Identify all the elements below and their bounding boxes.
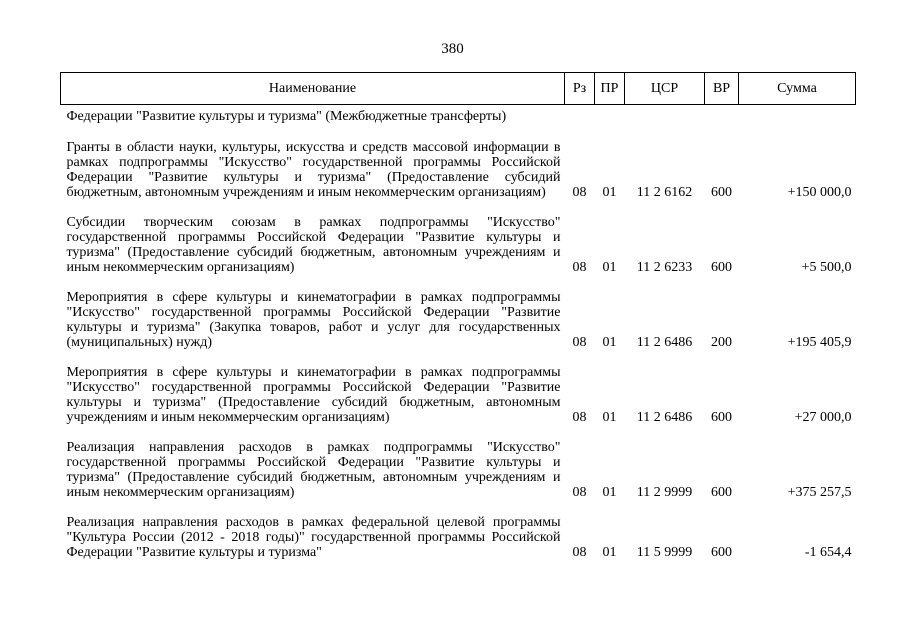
row-vr: 600 <box>711 260 732 275</box>
header-rz: Рз <box>565 73 595 105</box>
row-pr: 01 <box>602 410 617 425</box>
row-name: Гранты в области науки, культуры, искусства и средств массовой информации в рамках подпрограммы "Искусство" государственной программы Российской Федерации "Развитие культуры и туризма" (Предоставление субсидий бюджетным, автономным учреждениям и иным некоммерческим организациям) <box>66 140 561 200</box>
row-pr: 01 <box>602 545 617 560</box>
row-rz: 08 <box>572 260 587 275</box>
header-vr: ВР <box>705 73 739 105</box>
row-name: Субсидии творческим союзам в рамках подпрограммы "Искусство" государственной программы Российской Федерации "Развитие культуры и туризма" (Предоставление субсидий бюджетным, автономным учреждениям и иным некоммерческим организациям) <box>66 215 561 275</box>
row-rz: 08 <box>572 185 587 200</box>
row-vr: 600 <box>711 410 732 425</box>
header-amount: Сумма <box>739 73 856 105</box>
table-row <box>61 128 856 203</box>
table-row <box>61 353 856 428</box>
row-pr: 01 <box>602 335 617 350</box>
row-rz: 08 <box>572 335 587 350</box>
table-row <box>61 503 856 563</box>
row-pr: 01 <box>602 185 617 200</box>
continuation-text: Федерации "Развитие культуры и туризма" (Межбюджетные трансферты) <box>66 109 507 124</box>
row-rz: 08 <box>572 410 587 425</box>
row-pr: 01 <box>602 485 617 500</box>
budget-table <box>60 72 856 563</box>
row-rz: 08 <box>572 545 587 560</box>
header-pr: ПР <box>595 73 625 105</box>
row-vr: 600 <box>711 185 732 200</box>
table-row <box>61 278 856 353</box>
table-header-row <box>61 73 856 105</box>
row-csr: 11 2 6162 <box>636 185 693 200</box>
row-rz: 08 <box>572 485 587 500</box>
continuation-row <box>61 105 856 129</box>
row-vr: 600 <box>711 545 732 560</box>
header-name: Наименование <box>61 73 565 105</box>
page-number: 380 <box>441 41 464 57</box>
row-amount: +5 500,0 <box>801 260 852 275</box>
row-vr: 600 <box>711 485 732 500</box>
header-csr: ЦСР <box>625 73 705 105</box>
row-amount: +27 000,0 <box>794 410 852 425</box>
row-pr: 01 <box>602 260 617 275</box>
row-name: Реализация направления расходов в рамках федеральной целевой программы "Культура России (2012 - 2018 годы)" государственной программы Российской Федерации "Развитие культуры и туризма" <box>66 515 561 560</box>
row-amount: +195 405,9 <box>787 335 852 350</box>
row-name: Мероприятия в сфере культуры и кинематографии в рамках подпрограммы "Искусство" государственной программы Российской Федерации "Развитие культуры и туризма" (Предоставление субсидий бюджетным, автономным учреждениям и иным некоммерческим организациям) <box>66 365 561 425</box>
table-row <box>61 203 856 278</box>
row-csr: 11 2 9999 <box>636 485 693 500</box>
row-csr: 11 5 9999 <box>636 545 693 560</box>
row-amount: +375 257,5 <box>787 485 852 500</box>
row-name: Мероприятия в сфере культуры и кинематографии в рамках подпрограммы "Искусство" государственной программы Российской Федерации "Развитие культуры и туризма" (Закупка товаров, работ и услуг для государственных (муниципальных) нужд) <box>66 290 561 350</box>
row-amount: +150 000,0 <box>787 185 852 200</box>
row-amount: -1 654,4 <box>804 545 852 560</box>
row-name: Реализация направления расходов в рамках подпрограммы "Искусство" государственной программы Российской Федерации "Развитие культуры и туризма" (Предоставление субсидий бюджетным, автономным учреждениям и иным некоммерческим организациям) <box>66 440 561 500</box>
row-csr: 11 2 6486 <box>636 335 693 350</box>
row-csr: 11 2 6486 <box>636 410 693 425</box>
row-csr: 11 2 6233 <box>636 260 693 275</box>
row-vr: 200 <box>711 335 732 350</box>
table-row <box>61 428 856 503</box>
